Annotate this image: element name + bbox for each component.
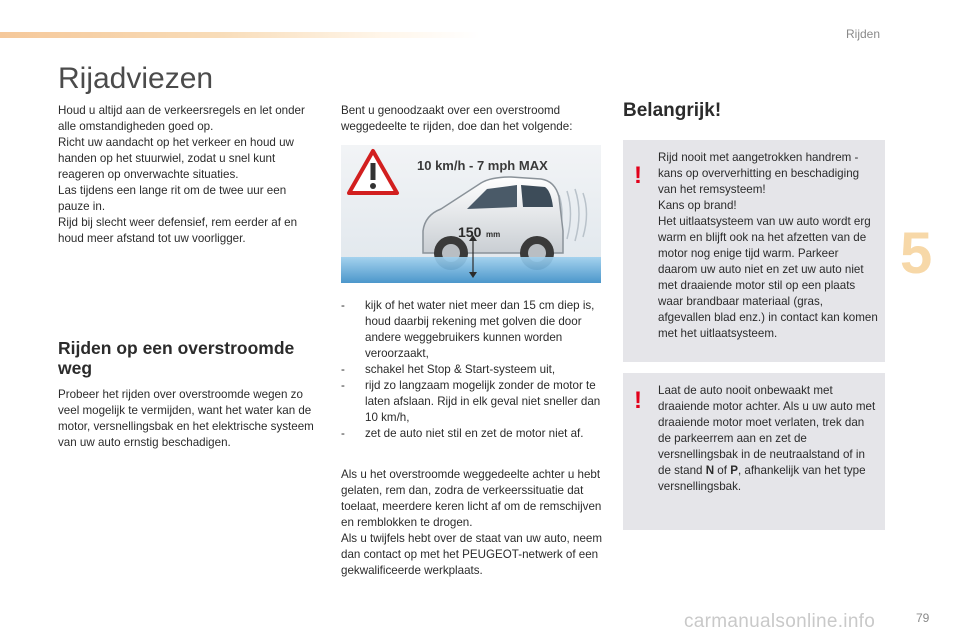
warning-text (658, 383, 878, 495)
warning-box-engine-running (623, 373, 885, 530)
flood-paragraph: Probeer het rijden over overstroomde wegen zo veel mogelijk te vermijden, want het water kan de motor, versnellingsbak en het elektrische systeem van uw auto ernstig beschadigen. (58, 388, 314, 449)
watermark: carmanualsonline.info (684, 611, 876, 632)
after-flood-text (341, 467, 603, 579)
warning-text (658, 150, 878, 342)
flood-illustration (341, 145, 601, 283)
warning-box-handbrake (623, 140, 885, 362)
list-item: - zet de auto niet stil en zet de motor niet af. (341, 427, 584, 440)
intro-paragraph: Rijd bij slecht weer defensief, rem eerder af en houd meer afstand tot uw voorligger. (58, 216, 298, 245)
intro-paragraph: Richt uw aandacht op het verkeer en houd uw handen op het stuurwiel, zodat u snel kunt reageren op onverwachte situaties. (58, 136, 294, 181)
warning-line: Rijd nooit met aangetrokken handrem - kans op oververhitting en beschadiging van het remsysteem! (658, 151, 860, 196)
list-item: - rijd zo langzaam mogelijk zonder de motor te laten afslaan. Rijd in elk geval niet sneller dan 10 km/h, (341, 379, 601, 424)
flood-heading: Rijden op een overstroomde weg (58, 338, 295, 378)
warning-line: Kans op brand! (658, 199, 737, 212)
list-item-text: rijd zo langzaam mogelijk zonder de motor te laten afslaan. Rijd in elk geval niet sneller dan 10 km/h, (365, 379, 601, 424)
gear-n-label: N (705, 464, 715, 477)
warning-text-part: , afhankelijk van het type versnellingsbak. (658, 464, 866, 493)
list-item: - kijk of het water niet meer dan 15 cm diep is, houd daarbij rekening met golven die door andere weggebruikers kunnen worden veroorzaakt, (341, 299, 595, 360)
list-item-text: kijk of het water niet meer dan 15 cm diep is, houd daarbij rekening met golven die door andere weggebruikers kunnen worden veroorzaakt, (365, 299, 595, 360)
important-heading: Belangrijk! (623, 100, 722, 121)
water-area (341, 257, 601, 283)
header-accent-bar (0, 32, 480, 38)
flood-steps-list (341, 298, 603, 442)
section-label: Rijden (846, 27, 881, 41)
depth-value: 150 (458, 224, 482, 240)
car-in-water-image (341, 145, 601, 283)
intro-text (58, 103, 320, 247)
after-paragraph: Als u het overstroomde weggedeelte achter u hebt gelaten, rem dan, zodra de verkeerssituatie dat toelaat, meerdere keren licht af om de remschijven en remblokken te drogen. (341, 468, 602, 529)
chapter-number: 5 (900, 221, 933, 286)
warning-text-part: of (714, 464, 731, 477)
after-paragraph: Als u twijfels hebt over de staat van uw auto, neem dan contact op met het PEUGEOT-netwerk of een gekwalificeerde werkplaats. (341, 532, 603, 577)
list-item-text: schakel het Stop & Start-systeem uit, (365, 363, 556, 376)
intro-paragraph: Houd u altijd aan de verkeersregels en let onder alle omstandigheden goed op. (58, 104, 305, 133)
list-item: - schakel het Stop & Start-systeem uit, (341, 363, 556, 376)
warning-text-part: Laat de auto nooit onbewaakt met draaiende motor achter. Als u uw auto met draaiende motor moet verlaten, trek dan de parkeerrem aan en zet de versnellingsbak in de neutraalstand of in de stand (658, 384, 876, 477)
speed-limit-label: 10 km/h - 7 mph MAX (417, 158, 548, 173)
page-number: 79 (916, 611, 930, 625)
exclamation-icon: ! (634, 162, 642, 189)
gear-p-label: P (730, 464, 738, 477)
intro-paragraph: Las tijdens een lange rit om de twee uur een pauze in. (58, 184, 287, 213)
list-item-text: zet de auto niet stil en zet de motor niet af. (365, 427, 584, 440)
warning-line: Het uitlaatsysteem van uw auto wordt erg warm en blijft ook na het afzetten van de motor nog enige tijd warm. Parkeer daarom uw auto niet en zet uw auto niet met draaiende motor stil op een plaats waar brandbaar materiaal (gras, afgevallen blad enz.) in contact kan komen met het uitlaatsysteem. (658, 215, 878, 340)
exclamation-icon: ! (634, 387, 642, 414)
flood-intro-paragraph: Bent u genoodzaakt over een overstroomd weggedeelte te rijden, doe dan het volgende: (341, 104, 573, 133)
page-title: Rijadviezen (58, 62, 214, 95)
depth-unit: mm (486, 230, 501, 239)
